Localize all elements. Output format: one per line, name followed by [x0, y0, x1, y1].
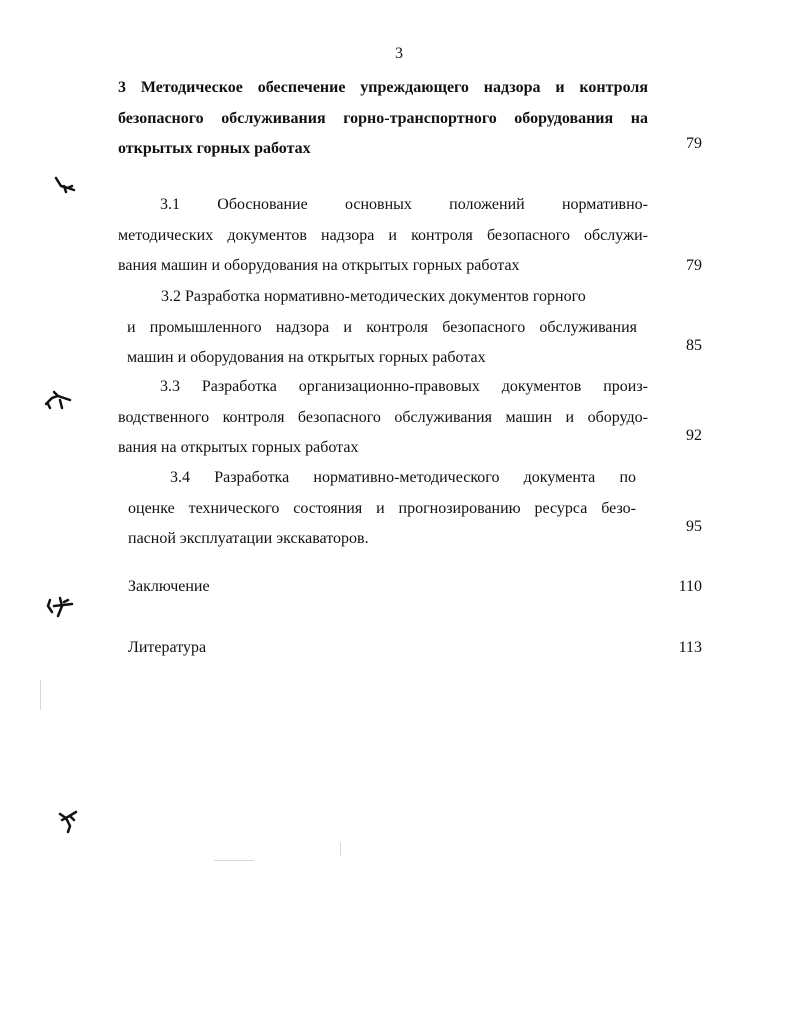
scan-hairline [40, 680, 41, 710]
toc-entry-literature-page: 113 [678, 639, 702, 656]
page-number: 3 [395, 45, 403, 62]
toc-entry-line: оценке технического состояния и прогнозированию ресурса безо- [128, 499, 636, 517]
toc-entry-3-2-page: 85 [686, 337, 702, 354]
scan-hairline [340, 842, 341, 856]
toc-entry-line: 3.2 Разработка нормативно-методических документов горного [161, 288, 586, 305]
toc-entry-line: методических документов надзора и контроля безопасного обслужи- [118, 226, 648, 244]
scan-mark-3 [44, 592, 78, 620]
toc-entry-3-2 [127, 282, 637, 374]
toc-entry-line: 3.3 Разработка организационно-правовых документов произ- [160, 378, 648, 395]
toc-entry-3-1 [118, 190, 648, 282]
toc-entry-3-1-page: 79 [686, 257, 702, 274]
toc-entry-line: 3.4 Разработка нормативно-методического документа по [170, 469, 636, 486]
toc-entry-line: пасной эксплуатации экскаваторов. [128, 530, 369, 547]
chapter-page-number: 79 [686, 135, 702, 152]
toc-entry-literature: Литература [128, 639, 207, 656]
toc-entry-conclusion: Заключение [128, 578, 210, 595]
toc-entry-line: машин и оборудования на открытых горных работах [127, 349, 486, 366]
toc-entry-3-3 [118, 372, 648, 464]
toc-entry-3-4-page: 95 [686, 518, 702, 535]
scan-mark-1 [52, 174, 78, 196]
scan-mark-2 [42, 386, 76, 414]
toc-entry-line: 3.1 Обоснование основных положений нормативно- [160, 196, 648, 213]
toc-entry-3-4 [128, 463, 636, 555]
scan-mark-4 [56, 806, 82, 834]
toc-entry-line: и промышленного надзора и контроля безопасного обслуживания [127, 318, 637, 336]
toc-entry-line: вания машин и оборудования на открытых горных работах [118, 257, 520, 274]
scan-hairline [214, 860, 254, 861]
toc-entry-line: водственного контроля безопасного обслуживания машин и оборудо- [118, 408, 648, 426]
chapter-title: 3 Методическое обеспечение упреждающего надзора и контроля безопасного обслуживания горно-транспортного оборудования на открытых горных работах [118, 79, 648, 157]
toc-entry-line: вания на открытых горных работах [118, 439, 359, 456]
toc-entry-conclusion-page: 110 [678, 578, 702, 595]
toc-entry-3-3-page: 92 [686, 427, 702, 444]
